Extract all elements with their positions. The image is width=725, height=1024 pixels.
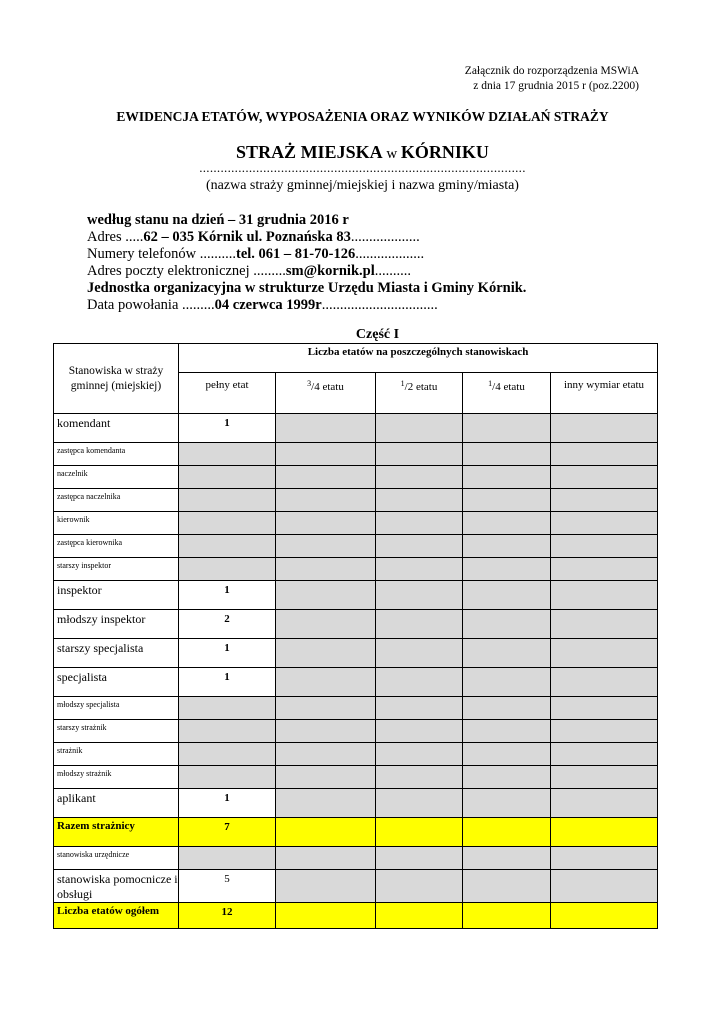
- row-label: naczelnik: [54, 466, 179, 489]
- part-title: Część I: [355, 327, 400, 342]
- row-empty-cell: [463, 610, 551, 639]
- row-label: zastępca komendanta: [54, 443, 179, 466]
- row-label: strażnik: [54, 743, 179, 766]
- row-empty-cell: [463, 766, 551, 789]
- row-empty-cell: [276, 818, 376, 847]
- row-empty-cell: [276, 697, 376, 720]
- row-empty-cell: [551, 766, 658, 789]
- header-three-quarter: [276, 373, 376, 414]
- row-full-etat: 1: [179, 581, 276, 610]
- info-address-dots: ...................: [350, 229, 420, 245]
- row-empty-cell: [463, 720, 551, 743]
- row-empty-cell: [376, 466, 463, 489]
- row-label: młodszy inspektor: [54, 610, 179, 639]
- row-empty-cell: [551, 639, 658, 668]
- row-empty-cell: [463, 639, 551, 668]
- row-empty-cell: [276, 847, 376, 870]
- row-label: starszy specjalista: [54, 639, 179, 668]
- row-empty-cell: [551, 668, 658, 697]
- row-empty-cell: [551, 818, 658, 847]
- info-phone: [87, 246, 526, 263]
- row-empty-cell: [463, 789, 551, 818]
- table-row: [54, 489, 658, 512]
- info-state-text: według stanu na dzień – 31 grudnia 2016 r: [87, 212, 349, 228]
- row-empty-cell: [551, 535, 658, 558]
- row-empty-cell: [551, 558, 658, 581]
- row-empty-cell: [276, 720, 376, 743]
- unit-caption: (nazwa straży gminnej/miejskiej i nazwa gminy/miasta): [206, 178, 519, 193]
- unit-info: [87, 212, 526, 314]
- row-label: zastępca kierownika: [54, 535, 179, 558]
- table-row: [54, 847, 658, 870]
- row-full-etat: [179, 558, 276, 581]
- row-label: Razem strażnicy: [54, 818, 179, 847]
- row-empty-cell: [376, 743, 463, 766]
- table-header-row-1: [54, 344, 658, 373]
- row-empty-cell: [463, 558, 551, 581]
- row-empty-cell: [551, 697, 658, 720]
- row-empty-cell: [463, 512, 551, 535]
- table-row: [54, 903, 658, 929]
- annex-line-1: Załącznik do rozporządzenia MSWiA: [464, 65, 639, 77]
- row-empty-cell: [276, 668, 376, 697]
- row-empty-cell: [376, 558, 463, 581]
- row-full-etat: 1: [179, 789, 276, 818]
- info-date-dots: ................................: [321, 297, 438, 313]
- info-date: [87, 297, 526, 314]
- row-full-etat: 1: [179, 414, 276, 443]
- row-empty-cell: [463, 414, 551, 443]
- row-full-etat: [179, 443, 276, 466]
- row-empty-cell: [551, 443, 658, 466]
- row-label: komendant: [54, 414, 179, 443]
- row-empty-cell: [463, 743, 551, 766]
- info-state: [87, 212, 526, 229]
- row-empty-cell: [551, 512, 658, 535]
- row-empty-cell: [376, 581, 463, 610]
- info-email-value: sm@kornik.pl: [285, 263, 375, 279]
- row-label: Liczba etatów ogółem: [54, 903, 179, 929]
- row-empty-cell: [276, 512, 376, 535]
- table-row: [54, 512, 658, 535]
- table-row: [54, 414, 658, 443]
- header-quarter: [463, 373, 551, 414]
- header-other: inny wymiar etatu: [551, 373, 658, 414]
- row-empty-cell: [376, 610, 463, 639]
- info-org-text: Jednostka organizacyjna w strukturze Urzędu Miasta i Gminy Kórnik.: [87, 280, 527, 296]
- row-label: stanowiska urzędnicze: [54, 847, 179, 870]
- row-empty-cell: [463, 535, 551, 558]
- table-row: [54, 466, 658, 489]
- info-address-label: Adres .....: [87, 229, 144, 245]
- info-date-label: Data powołania .........: [87, 297, 215, 313]
- row-full-etat: [179, 466, 276, 489]
- header-12-den: /2 etatu: [404, 381, 438, 393]
- row-empty-cell: [551, 610, 658, 639]
- row-empty-cell: [276, 558, 376, 581]
- header-34-den: /4 etatu: [311, 381, 344, 393]
- info-address-value: 62 – 035 Kórnik ul. Poznańska 83: [143, 229, 351, 245]
- row-empty-cell: [376, 535, 463, 558]
- table-row: [54, 610, 658, 639]
- row-full-etat: [179, 743, 276, 766]
- row-empty-cell: [551, 903, 658, 929]
- row-full-etat: [179, 512, 276, 535]
- unit-name-a: STRAŻ MIEJSKA: [236, 142, 383, 162]
- row-empty-cell: [376, 697, 463, 720]
- row-label: inspektor: [54, 581, 179, 610]
- row-full-etat: 2: [179, 610, 276, 639]
- table-row: [54, 443, 658, 466]
- row-empty-cell: [376, 443, 463, 466]
- row-empty-cell: [463, 870, 551, 903]
- table-row: [54, 697, 658, 720]
- header-14-den: /4 etatu: [492, 381, 525, 393]
- row-full-etat: [179, 535, 276, 558]
- row-full-etat: 1: [179, 639, 276, 668]
- row-full-etat: [179, 697, 276, 720]
- info-phone-dots: ...................: [355, 246, 425, 262]
- row-full-etat: [179, 489, 276, 512]
- row-empty-cell: [276, 639, 376, 668]
- table-row: [54, 720, 658, 743]
- info-address: [87, 229, 526, 246]
- row-label: młodszy specjalista: [54, 697, 179, 720]
- document-heading: EWIDENCJA ETATÓW, WYPOSAŻENIA ORAZ WYNIKÓW DZIAŁAŃ STRAŻY: [116, 109, 609, 124]
- info-email-label: Adres poczty elektronicznej .........: [87, 263, 286, 279]
- header-14-num: 1: [488, 379, 493, 388]
- row-empty-cell: [376, 668, 463, 697]
- row-empty-cell: [463, 668, 551, 697]
- row-empty-cell: [276, 535, 376, 558]
- row-empty-cell: [276, 489, 376, 512]
- row-empty-cell: [463, 903, 551, 929]
- row-empty-cell: [551, 489, 658, 512]
- table-row: [54, 818, 658, 847]
- row-empty-cell: [276, 610, 376, 639]
- row-empty-cell: [376, 414, 463, 443]
- info-email: [87, 263, 526, 280]
- row-empty-cell: [376, 818, 463, 847]
- row-empty-cell: [463, 818, 551, 847]
- row-empty-cell: [551, 870, 658, 903]
- row-empty-cell: [276, 903, 376, 929]
- annex-line-2: z dnia 17 grudnia 2015 r (poz.2200): [473, 80, 639, 92]
- row-empty-cell: [376, 766, 463, 789]
- row-empty-cell: [463, 466, 551, 489]
- staff-table: [53, 343, 658, 929]
- row-empty-cell: [376, 512, 463, 535]
- table-row: [54, 535, 658, 558]
- row-full-etat: [179, 766, 276, 789]
- row-label: stanowiska pomocnicze i obsługi: [54, 870, 179, 903]
- row-empty-cell: [551, 414, 658, 443]
- row-empty-cell: [276, 870, 376, 903]
- header-positions: Stanowiska w straży gminnej (miejskiej): [54, 344, 179, 414]
- row-empty-cell: [463, 697, 551, 720]
- table-row: [54, 870, 658, 903]
- row-empty-cell: [376, 903, 463, 929]
- table-row: [54, 766, 658, 789]
- table-row: [54, 668, 658, 697]
- row-full-etat: [179, 847, 276, 870]
- row-empty-cell: [551, 466, 658, 489]
- header-etats: Liczba etatów na poszczególnych stanowiskach: [179, 344, 658, 373]
- table-row: [54, 743, 658, 766]
- row-empty-cell: [551, 743, 658, 766]
- header-half: [376, 373, 463, 414]
- header-full: pełny etat: [179, 373, 276, 414]
- info-phone-value: tel. 061 – 81-70-126: [236, 246, 356, 262]
- row-empty-cell: [276, 789, 376, 818]
- row-empty-cell: [551, 847, 658, 870]
- row-empty-cell: [276, 443, 376, 466]
- row-empty-cell: [551, 581, 658, 610]
- row-empty-cell: [551, 789, 658, 818]
- annex-note: [465, 64, 639, 94]
- row-full-etat: 1: [179, 668, 276, 697]
- row-label: aplikant: [54, 789, 179, 818]
- info-org: [87, 280, 526, 297]
- info-date-value: 04 czerwca 1999r: [214, 297, 322, 313]
- row-empty-cell: [276, 466, 376, 489]
- row-empty-cell: [463, 443, 551, 466]
- table-row: [54, 639, 658, 668]
- row-full-etat: [179, 720, 276, 743]
- row-empty-cell: [276, 766, 376, 789]
- row-empty-cell: [376, 847, 463, 870]
- row-label: zastępca naczelnika: [54, 489, 179, 512]
- row-empty-cell: [276, 414, 376, 443]
- row-full-etat: 7: [179, 818, 276, 847]
- row-empty-cell: [276, 581, 376, 610]
- row-empty-cell: [463, 489, 551, 512]
- row-full-etat: 5: [179, 870, 276, 903]
- row-label: starszy inspektor: [54, 558, 179, 581]
- row-empty-cell: [376, 489, 463, 512]
- row-empty-cell: [551, 720, 658, 743]
- row-label: młodszy strażnik: [54, 766, 179, 789]
- header-12-num: 1: [400, 379, 405, 388]
- row-label: specjalista: [54, 668, 179, 697]
- row-full-etat: 12: [179, 903, 276, 929]
- dotted-line: ............................................................................................: [199, 160, 526, 175]
- row-empty-cell: [376, 870, 463, 903]
- row-empty-cell: [376, 789, 463, 818]
- unit-name-w: w: [382, 146, 401, 162]
- row-empty-cell: [376, 720, 463, 743]
- table-row: [54, 581, 658, 610]
- row-empty-cell: [463, 847, 551, 870]
- row-empty-cell: [276, 743, 376, 766]
- row-empty-cell: [463, 581, 551, 610]
- info-email-dots: ..........: [374, 263, 411, 279]
- table-row: [54, 558, 658, 581]
- row-label: starszy strażnik: [54, 720, 179, 743]
- row-empty-cell: [376, 639, 463, 668]
- row-label: kierownik: [54, 512, 179, 535]
- header-34-num: 3: [307, 379, 312, 388]
- info-phone-label: Numery telefonów ..........: [87, 246, 236, 262]
- unit-name-b: KÓRNIKU: [400, 142, 489, 162]
- table-row: [54, 789, 658, 818]
